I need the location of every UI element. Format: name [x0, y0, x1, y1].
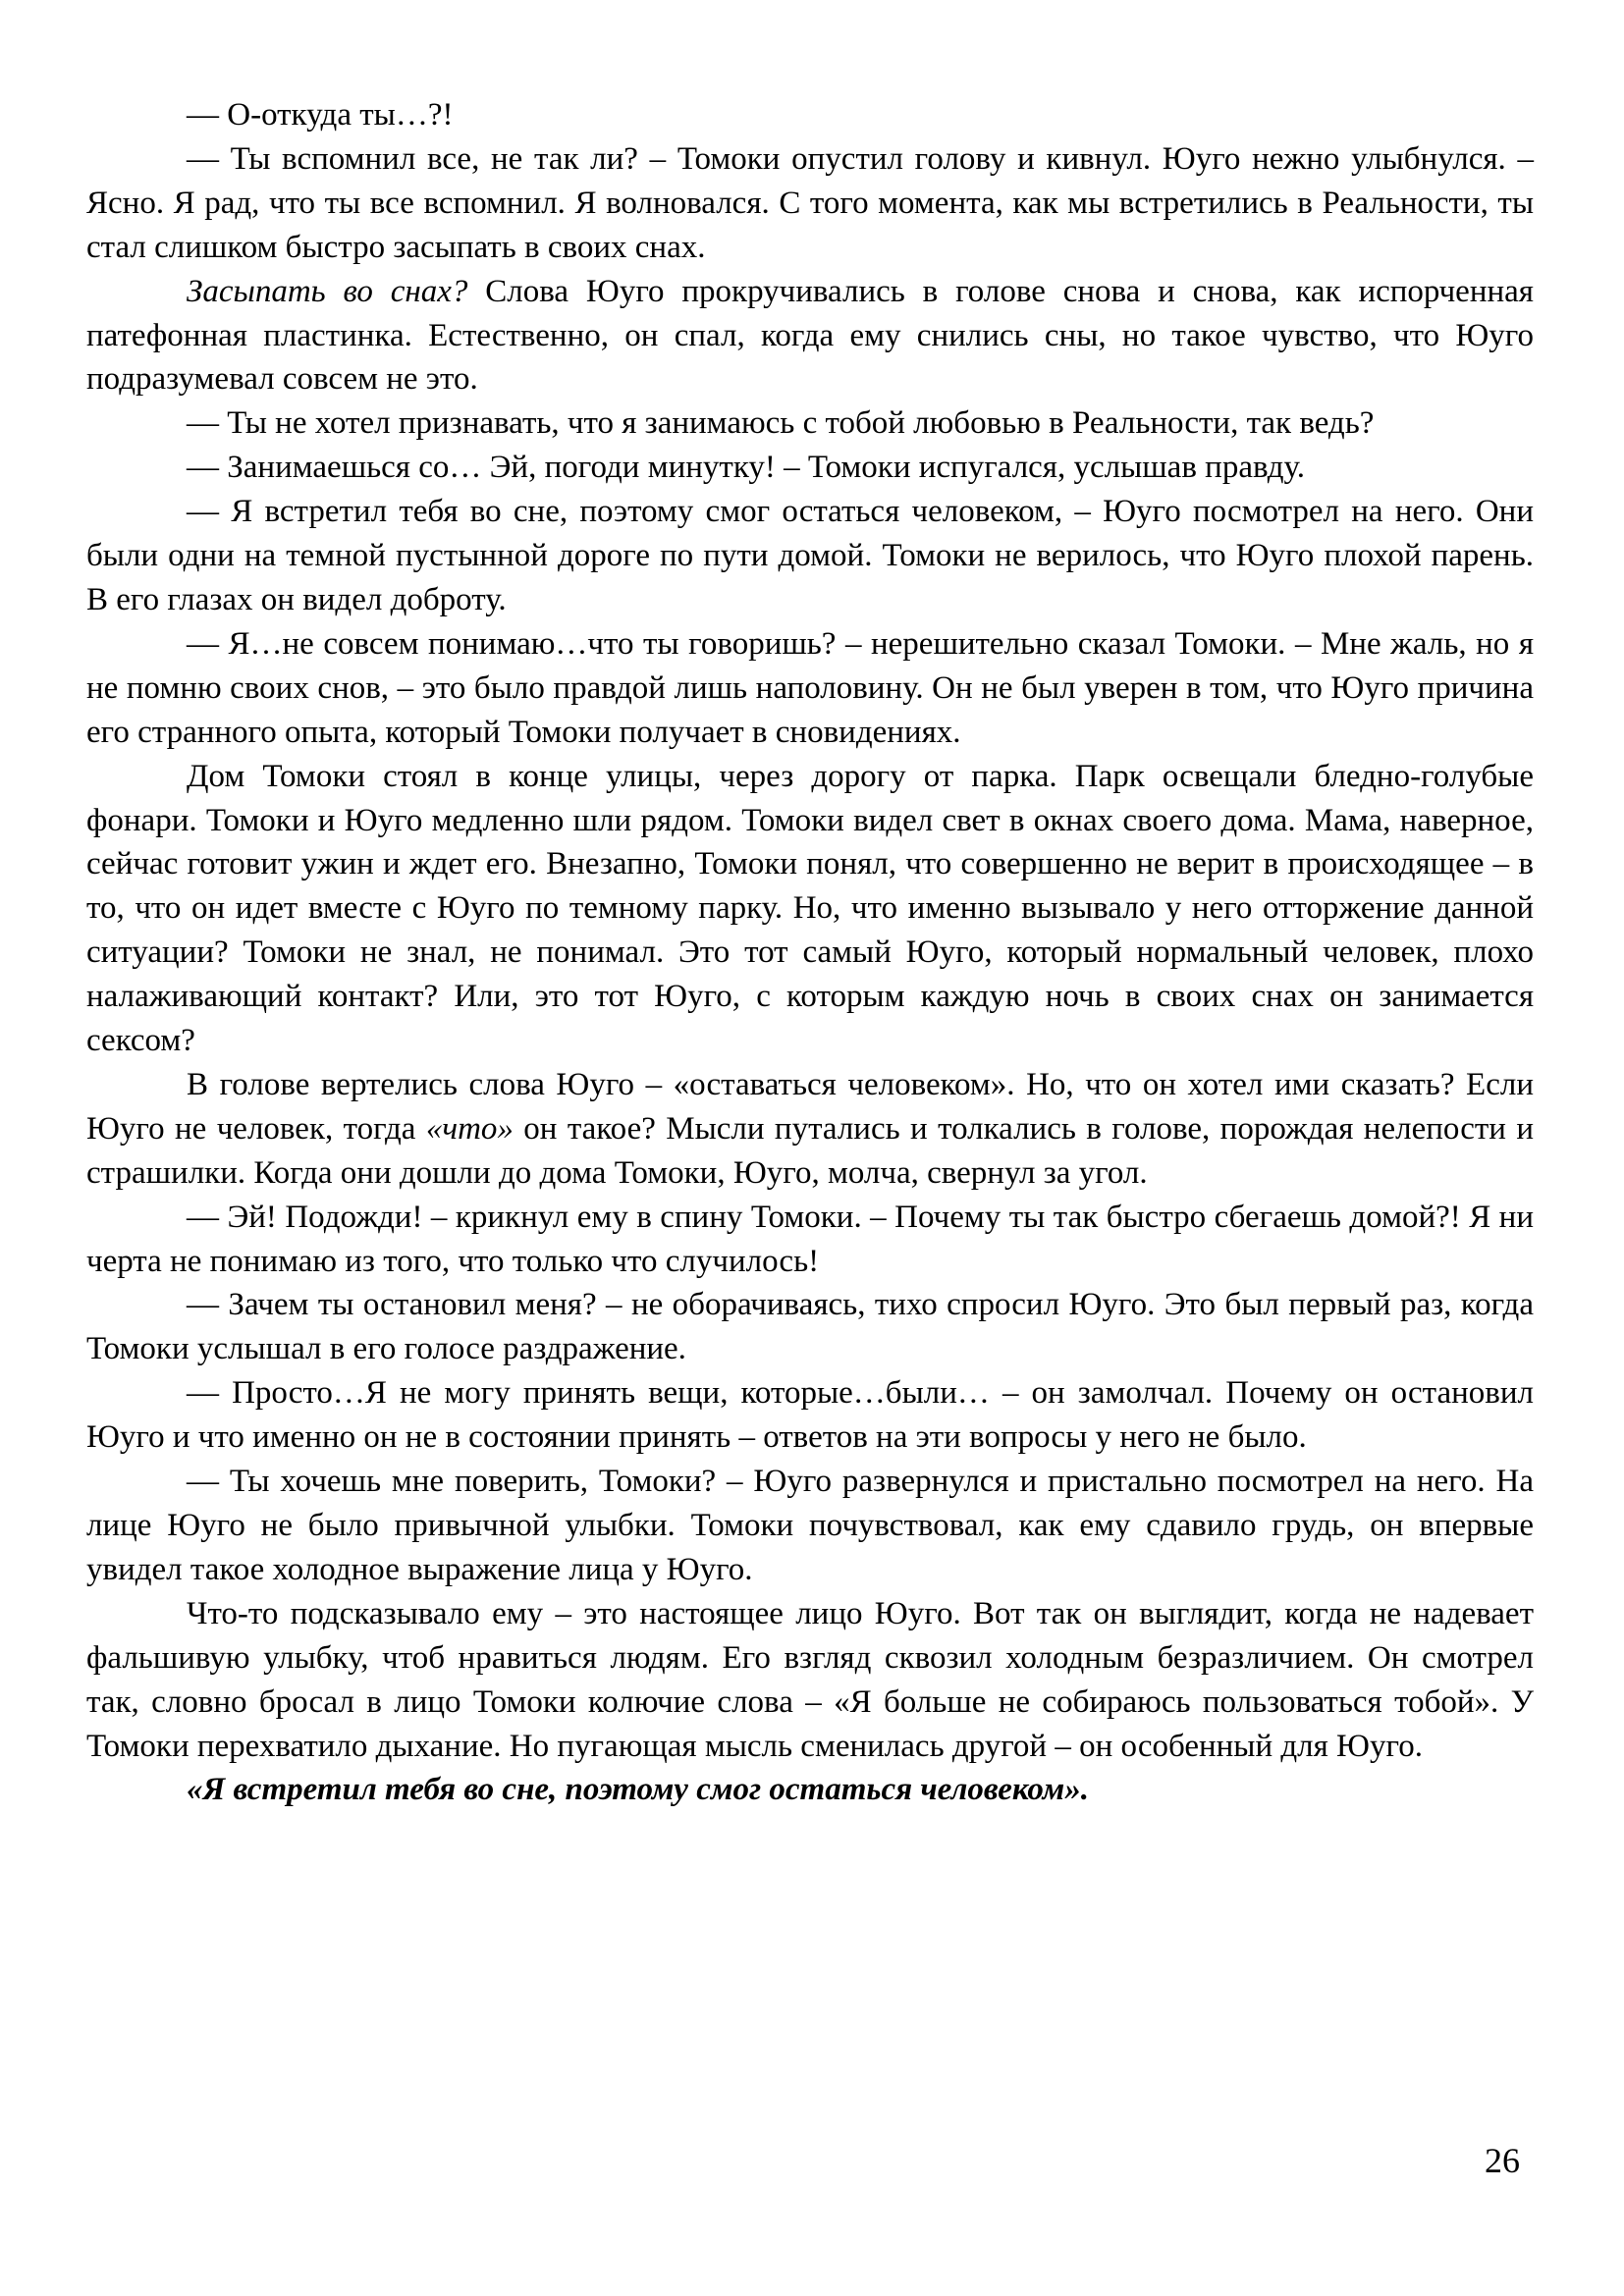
paragraph-5	[86, 446, 1534, 490]
bold-italic-run: «Я встретил тебя во сне, поэтому смог остаться человеком».	[187, 1772, 1089, 1808]
text-run: — Ты вспомнил все, не так ли? – Томоки опустил голову и кивнул. Юуго нежно улыбнулся. – Ясно. Я рад, что ты все вспомнил. Я волновался. С того момента, как мы встретились в Реальности, ты стал слишком быстро засыпать в своих снах.	[86, 140, 1534, 265]
paragraph-7	[86, 622, 1534, 755]
text-run: Что-то подсказывало ему – это настоящее лицо Юуго. Вот так он выглядит, когда не надевает фальшивую улыбку, чтоб нравиться людям. Его взгляд сквозил холодным безразличием. Он смотрел так, словно бросал в лицо Томоки колючие слова – «Я больше не собираюсь пользоваться тобой». У Томоки перехватило дыхание. Но пугающая мысль сменилась другой – он особенный для Юуго.	[86, 1595, 1534, 1764]
text-run: — Зачем ты остановил меня? – не оборачиваясь, тихо спросил Юуго. Это был первый раз, когда Томоки услышал в его голосе раздражение.	[86, 1287, 1534, 1367]
paragraph-8	[86, 755, 1534, 1063]
text-run: — О-откуда ты…?!	[187, 97, 454, 133]
paragraph-13	[86, 1460, 1534, 1592]
paragraph-4	[86, 401, 1534, 446]
text-run: он такое? Мысли путались и толкались в голове, порождая нелепости и страшилки. Когда они дошли до дома Томоки, Юуго, молча, свернул за угол.	[86, 1110, 1534, 1191]
closing-quote	[86, 1768, 1534, 1812]
text-run: — Занимаешься со… Эй, погоди минутку! – Томоки испугался, услышав правду.	[187, 450, 1305, 486]
paragraph-1	[86, 93, 1534, 137]
paragraph-3	[86, 270, 1534, 402]
paragraph-14	[86, 1592, 1534, 1769]
text-run: — Ты не хотел признавать, что я занимаюсь с тобой любовью в Реальности, так ведь?	[187, 405, 1375, 442]
text-run: — Я встретил тебя во сне, поэтому смог остаться человеком, – Юуго посмотрел на него. Они были одни на темной пустынной дороге по пути домой. Томоки не верилось, что Юуго плохой парень. В его глазах он видел доброту.	[86, 494, 1534, 617]
italic-run: Засыпать во снах?	[187, 273, 468, 309]
paragraph-6	[86, 490, 1534, 622]
text-run: — Ты хочешь мне поверить, Томоки? – Юуго развернулся и пристально посмотрел на него. На лице Юуго не было привычной улыбки. Томоки почувствовал, как ему сдавило грудь, он впервые увидел такое холодное выражение лица у Юуго.	[86, 1464, 1534, 1587]
page-number: 26	[1485, 2141, 1520, 2180]
page-body	[86, 93, 1534, 1812]
paragraph-11	[86, 1283, 1534, 1371]
text-run: Слова Юуго прокручивались в голове снова и снова, как испорченная патефонная пластинка. Естественно, он спал, когда ему снились сны, но такое чувство, что Юуго подразумевал совсем не это.	[86, 273, 1534, 398]
italic-run: «что»	[425, 1110, 514, 1147]
paragraph-10	[86, 1196, 1534, 1284]
text-run: — Я…не совсем понимаю…что ты говоришь? – нерешительно сказал Томоки. – Мне жаль, но я не помню своих снов, – это было правдой лишь наполовину. Он не был уверен в том, что Юуго причина его странного опыта, который Томоки получает в сновидениях.	[86, 625, 1534, 750]
paragraph-12	[86, 1371, 1534, 1460]
text-run: — Просто…Я не могу принять вещи, которые…были… – он замолчал. Почему он остановил Юуго и что именно он не в состоянии принять – ответов на эти вопросы у него не было.	[86, 1375, 1534, 1456]
text-run: В голове вертелись слова Юуго – «оставаться человеком». Но, что он хотел ими сказать? Если Юуго не человек, тогда	[86, 1066, 1534, 1147]
text-run: Дом Томоки стоял в конце улицы, через дорогу от парка. Парк освещали бледно-голубые фонари. Томоки и Юуго медленно шли рядом. Томоки видел свет в окнах своего дома. Мама, наверное, сейчас готовит ужин и ждет его. Внезапно, Томоки понял, что совершенно не верит в происходящее – в то, что он идет вместе с Юуго по темному парку. Но, что именно вызывало у него отторжение данной ситуации? Томоки не знал, не понимал. Это тот самый Юуго, который нормальный человек, плохо налаживающий контакт? Или, это тот Юуго, с которым каждую ночь в своих снах он занимается сексом?	[86, 758, 1534, 1059]
text-run: — Эй! Подожди! – крикнул ему в спину Томоки. – Почему ты так быстро сбегаешь домой?! Я ни черта не понимаю из того, что только что случилось!	[86, 1199, 1534, 1279]
paragraph-9	[86, 1063, 1534, 1196]
paragraph-2	[86, 137, 1534, 270]
